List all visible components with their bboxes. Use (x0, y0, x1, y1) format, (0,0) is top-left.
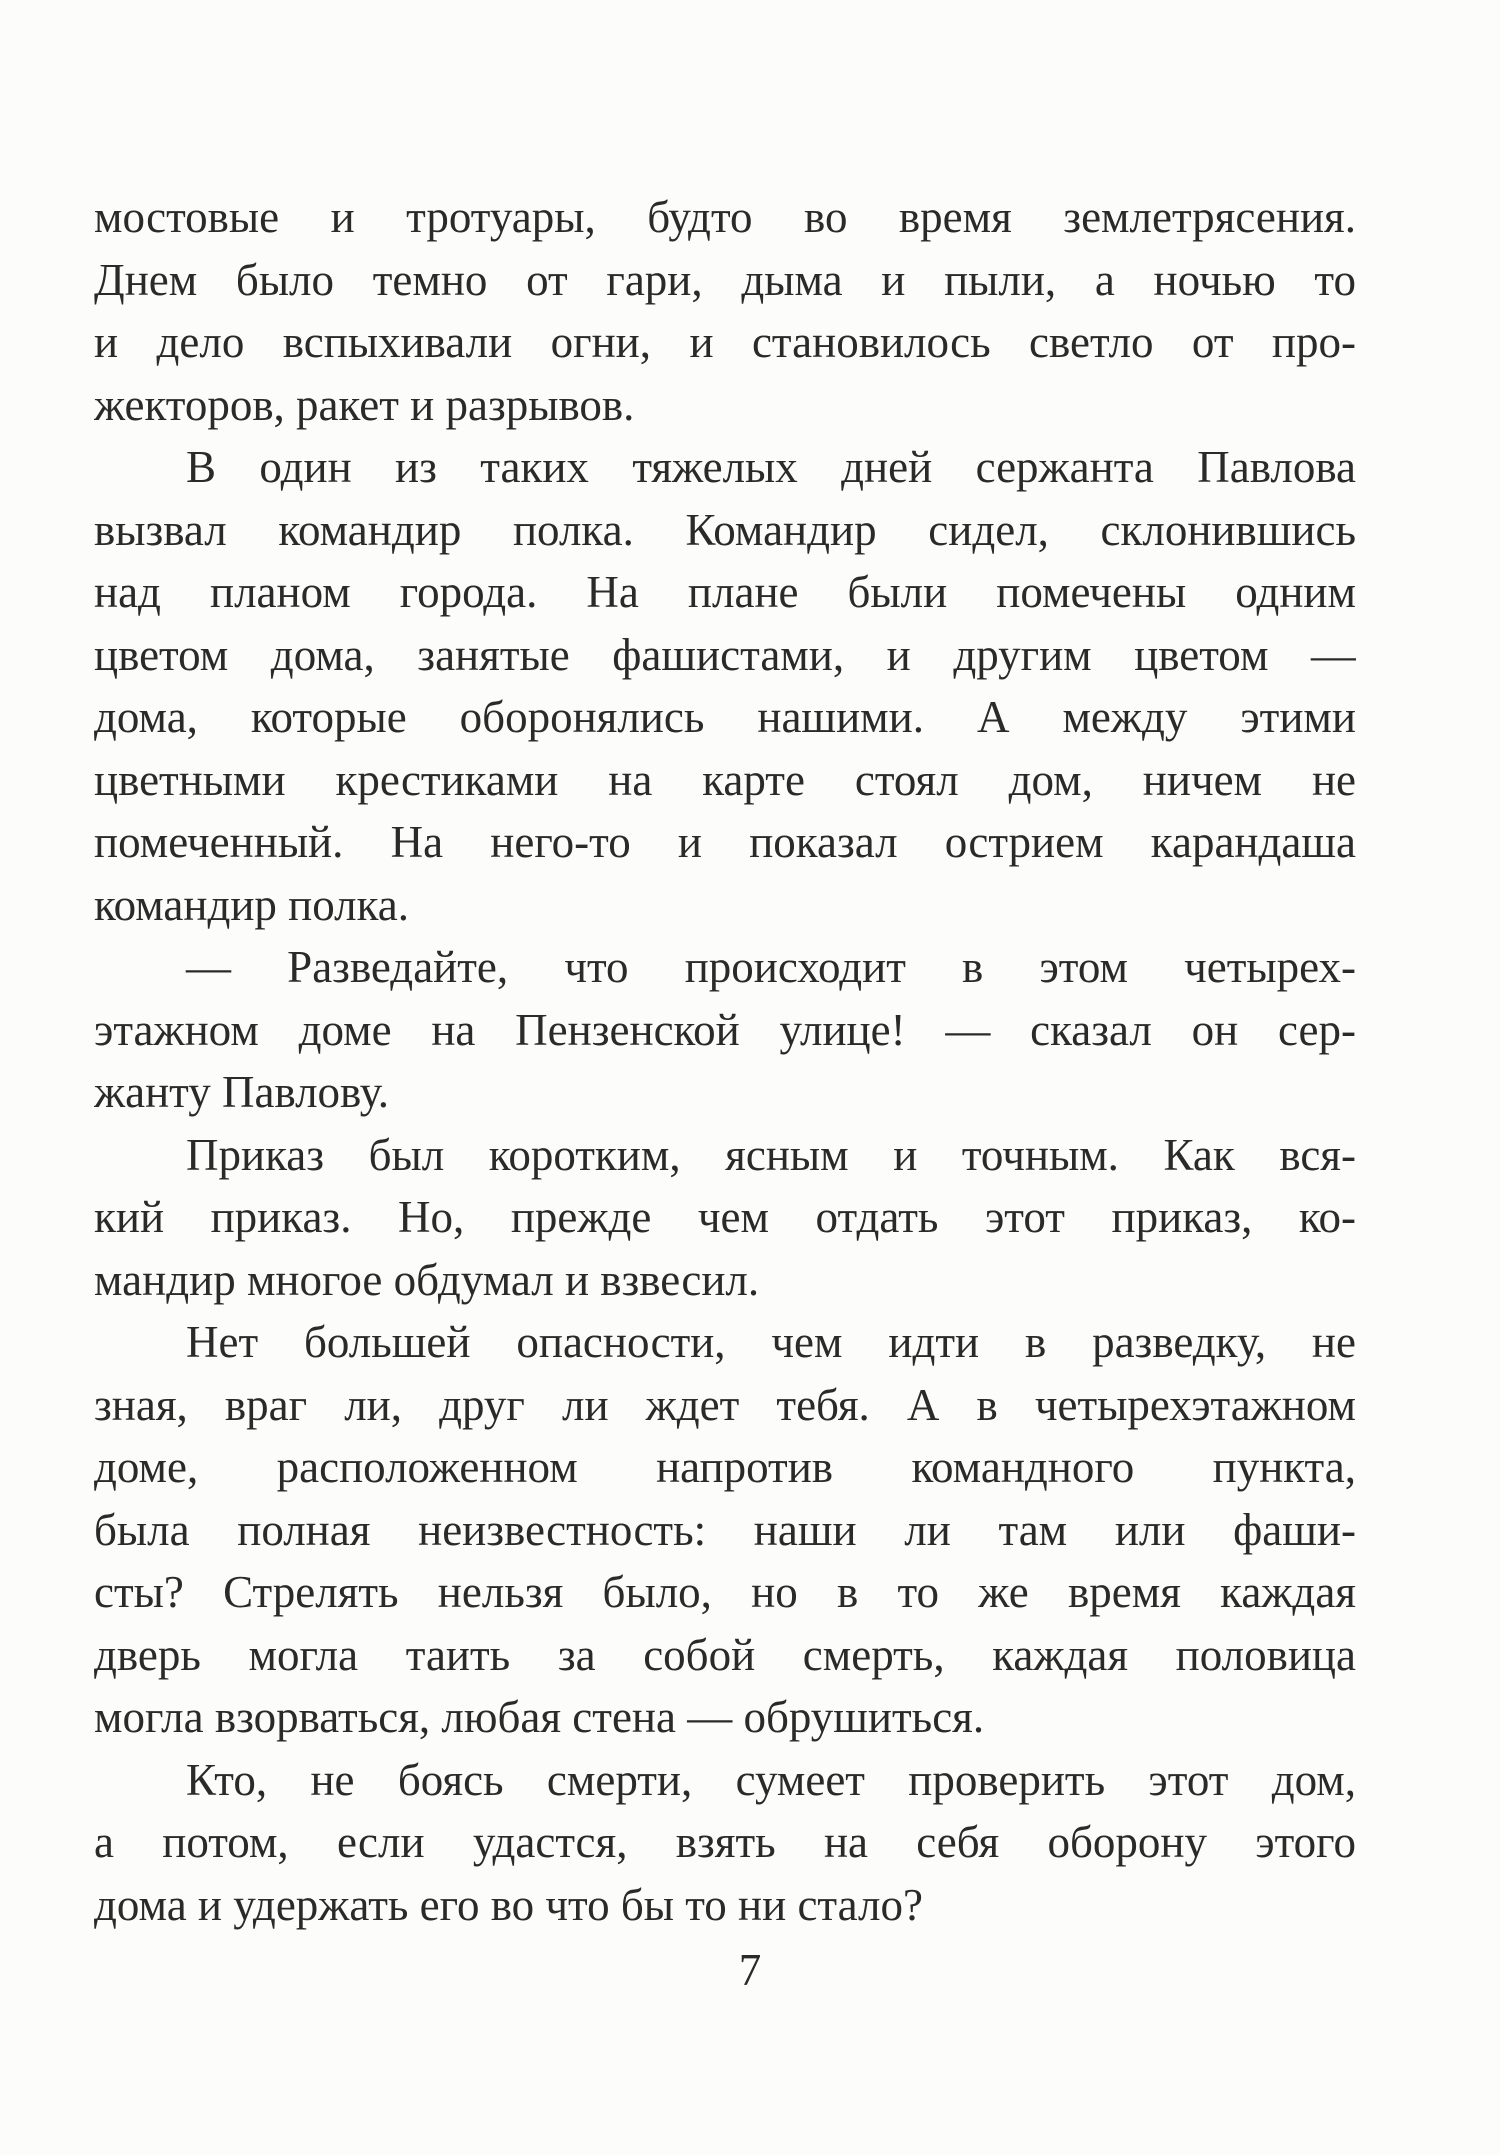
text-line: этажном доме на Пензенской улице! — сказал он сер- (94, 1004, 1356, 1055)
text-line: над планом города. На плане были помечены одним (94, 567, 1356, 617)
text-line: Кто, не боясь смерти, сумеет проверить этот дом, (186, 1754, 1356, 1805)
text-line: командир полка. (94, 879, 410, 930)
text-line: Приказ был коротким, ясным и точным. Как вся- (186, 1129, 1356, 1180)
text-line: а потом, если удастся, взять на себя оборону этого (94, 1817, 1356, 1867)
text-line: доме, расположенном напротив командного пункта, (94, 1442, 1356, 1492)
text-line: В один из таких тяжелых дней сержанта Павлова (186, 442, 1356, 492)
text-line: кий приказ. Но, прежде чем отдать этот приказ, ко- (94, 1192, 1356, 1242)
text-line: могла взорваться, любая стена — обрушиться. (94, 1692, 985, 1742)
text-line: вызвал командир полка. Командир сидел, склонившись (94, 504, 1356, 555)
text-line: дома и удержать его во что бы то ни стало? (94, 1879, 923, 1930)
text-line: цветными крестиками на карте стоял дом, ничем не (94, 754, 1356, 805)
text-line: сты? Стрелять нельзя было, но в то же время каждая (94, 1567, 1356, 1617)
text-line: дома, которые оборонялись нашими. А между этими (94, 692, 1356, 742)
text-line: Нет большей опасности, чем идти в разведку, не (186, 1317, 1356, 1367)
page-number: 7 (738, 1945, 762, 1995)
text-line: зная, враг ли, друг ли ждет тебя. А в четырехэтажном (94, 1379, 1356, 1430)
text-line: была полная неизвестность: наши ли там или фаши- (94, 1504, 1356, 1555)
text-line: жанту Павлову. (94, 1067, 390, 1117)
text-line: помеченный. На него-то и показал острием карандаша (94, 817, 1356, 867)
text-line: цветом дома, занятые фашистами, и другим цветом — (94, 629, 1356, 680)
text-line: мандир многое обдумал и взвесил. (94, 1254, 760, 1305)
body-text (94, 186, 1356, 1936)
text-line: дверь могла таить за собой смерть, каждая половица (94, 1629, 1356, 1680)
text-line: — Разведайте, что происходит в этом четырех- (186, 942, 1356, 992)
text-line: Днем было темно от гари, дыма и пыли, а ночью то (94, 254, 1356, 305)
text-line: и дело вспыхивали огни, и становилось светло от про- (94, 317, 1356, 367)
text-line: мостовые и тротуары, будто во время землетрясения. (94, 192, 1356, 242)
text-line: жекторов, ракет и разрывов. (94, 379, 635, 430)
